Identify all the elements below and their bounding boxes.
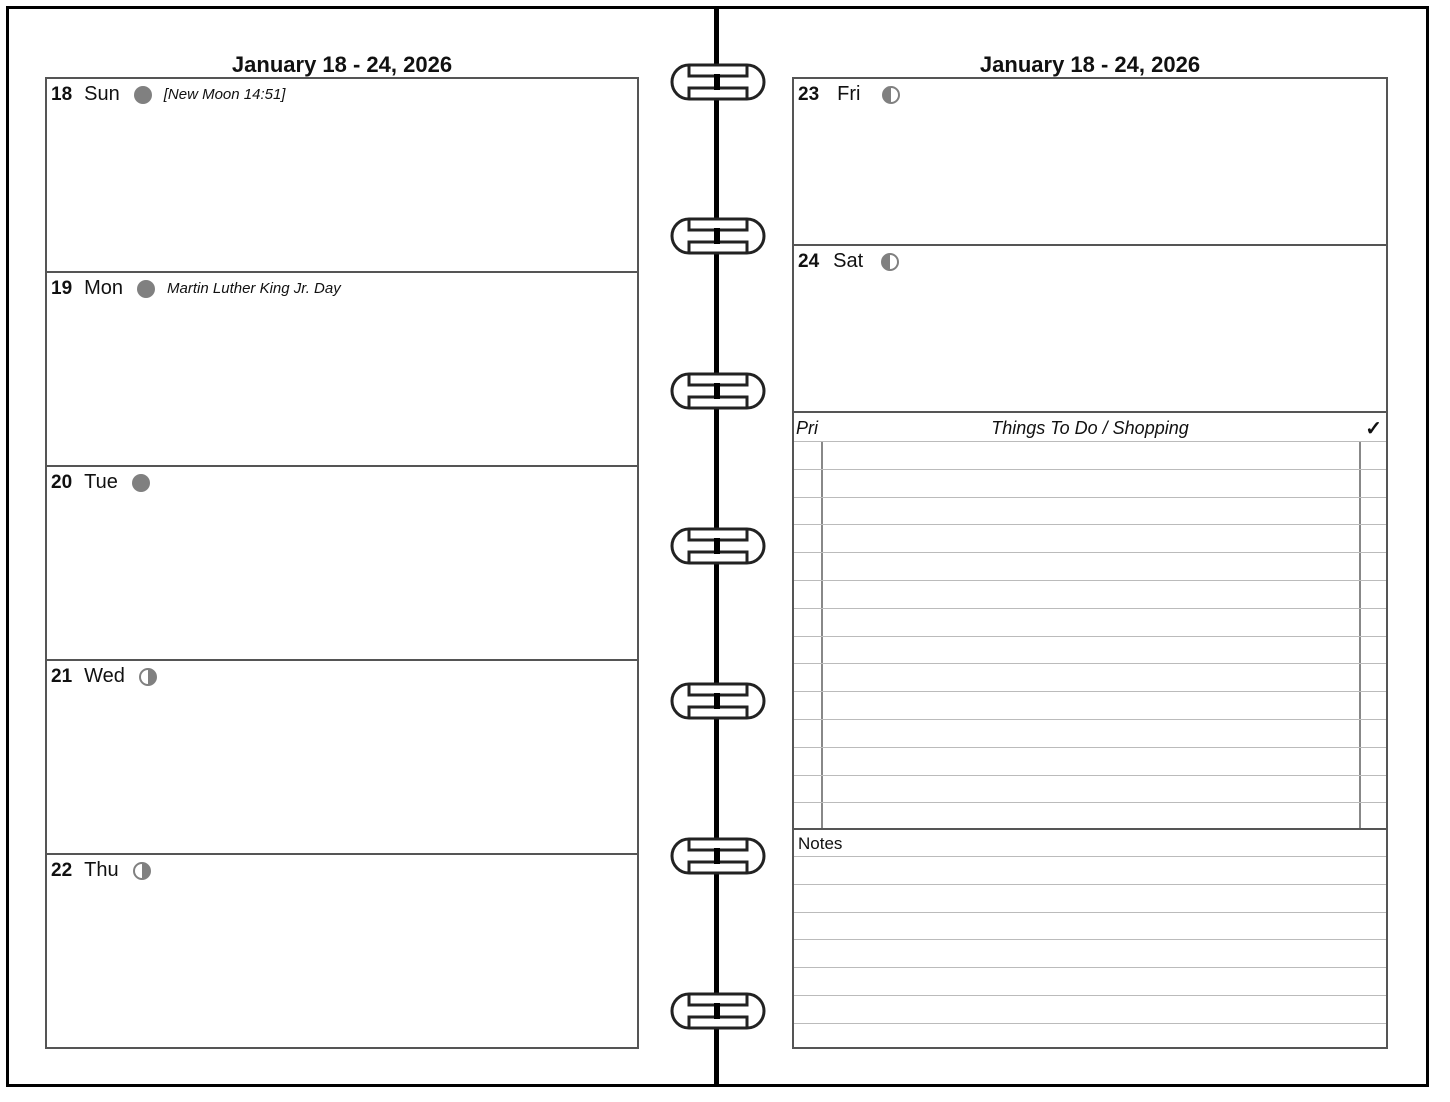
todo-rule-line [794, 775, 1386, 776]
todo-rule-line [794, 608, 1386, 609]
notes-rule-line [794, 995, 1386, 996]
day-note: [New Moon 14:51] [163, 86, 286, 103]
notes-rule-line [794, 912, 1386, 913]
day-number: 24 [798, 250, 820, 272]
day-number: 19 [51, 277, 73, 299]
day-number: 18 [51, 83, 73, 105]
todo-rule-line [794, 719, 1386, 720]
todo-section [794, 413, 1386, 828]
moon-phase-icon [133, 862, 151, 880]
notes-rule-line [794, 1023, 1386, 1024]
todo-header [794, 413, 1386, 441]
notes-rule-line [794, 967, 1386, 968]
priority-column-divider [821, 441, 823, 828]
day-20[interactable] [47, 467, 637, 661]
binder-ring-icon [667, 991, 769, 1031]
todo-rule-line [794, 552, 1386, 553]
notes-section[interactable] [794, 828, 1386, 1047]
todo-rule-line [794, 441, 1386, 442]
day-name: Mon [84, 277, 124, 299]
day-name: Sat [833, 250, 864, 272]
todo-rule-line [794, 469, 1386, 470]
moon-phase-icon [132, 474, 150, 492]
right-page-grid [792, 77, 1388, 1049]
binder-ring-icon [667, 681, 769, 721]
todo-title: Things To Do / Shopping [991, 418, 1189, 438]
todo-rule-line [794, 802, 1386, 803]
day-number: 21 [51, 665, 73, 687]
left-page-title: January 18 - 24, 2026 [231, 52, 453, 77]
left-day-grid [45, 77, 639, 1049]
priority-label: Pri [796, 418, 818, 438]
day-19[interactable] [47, 273, 637, 467]
binder-ring-icon [667, 371, 769, 411]
todo-rule-line [794, 580, 1386, 581]
binder-ring-icon [667, 62, 769, 102]
day-23[interactable] [794, 79, 1386, 246]
day-number: 20 [51, 471, 73, 493]
day-name: Sun [84, 83, 120, 105]
day-24[interactable] [794, 246, 1386, 413]
moon-phase-icon [139, 668, 157, 686]
binder-ring-icon [667, 526, 769, 566]
day-name: Wed [84, 665, 125, 687]
day-name: Thu [84, 859, 119, 881]
day-note: Martin Luther King Jr. Day [167, 280, 341, 297]
notes-label: Notes [798, 834, 843, 853]
todo-rule-line [794, 663, 1386, 664]
todo-rule-line [794, 497, 1386, 498]
day-name: Fri [837, 83, 861, 105]
todo-rule-line [794, 636, 1386, 637]
moon-phase-icon [137, 280, 155, 298]
notes-rule-line [794, 939, 1386, 940]
day-21[interactable] [47, 661, 637, 855]
notes-rule-line [794, 856, 1386, 857]
notes-rule-line [794, 884, 1386, 885]
moon-phase-icon [882, 86, 900, 104]
moon-phase-icon [881, 253, 899, 271]
day-18[interactable] [47, 79, 637, 273]
day-22[interactable] [47, 855, 637, 1047]
new-moon-icon [134, 86, 152, 104]
todo-rule-line [794, 691, 1386, 692]
check-icon: ✓ [1365, 418, 1382, 440]
todo-rule-line [794, 747, 1386, 748]
day-number: 22 [51, 859, 73, 881]
binder-ring-icon [667, 836, 769, 876]
right-page-title: January 18 - 24, 2026 [979, 52, 1201, 77]
binder-ring-icon [667, 216, 769, 256]
day-name: Tue [84, 471, 118, 493]
check-column-divider [1359, 441, 1361, 828]
todo-rule-line [794, 524, 1386, 525]
day-number: 23 [798, 83, 820, 105]
